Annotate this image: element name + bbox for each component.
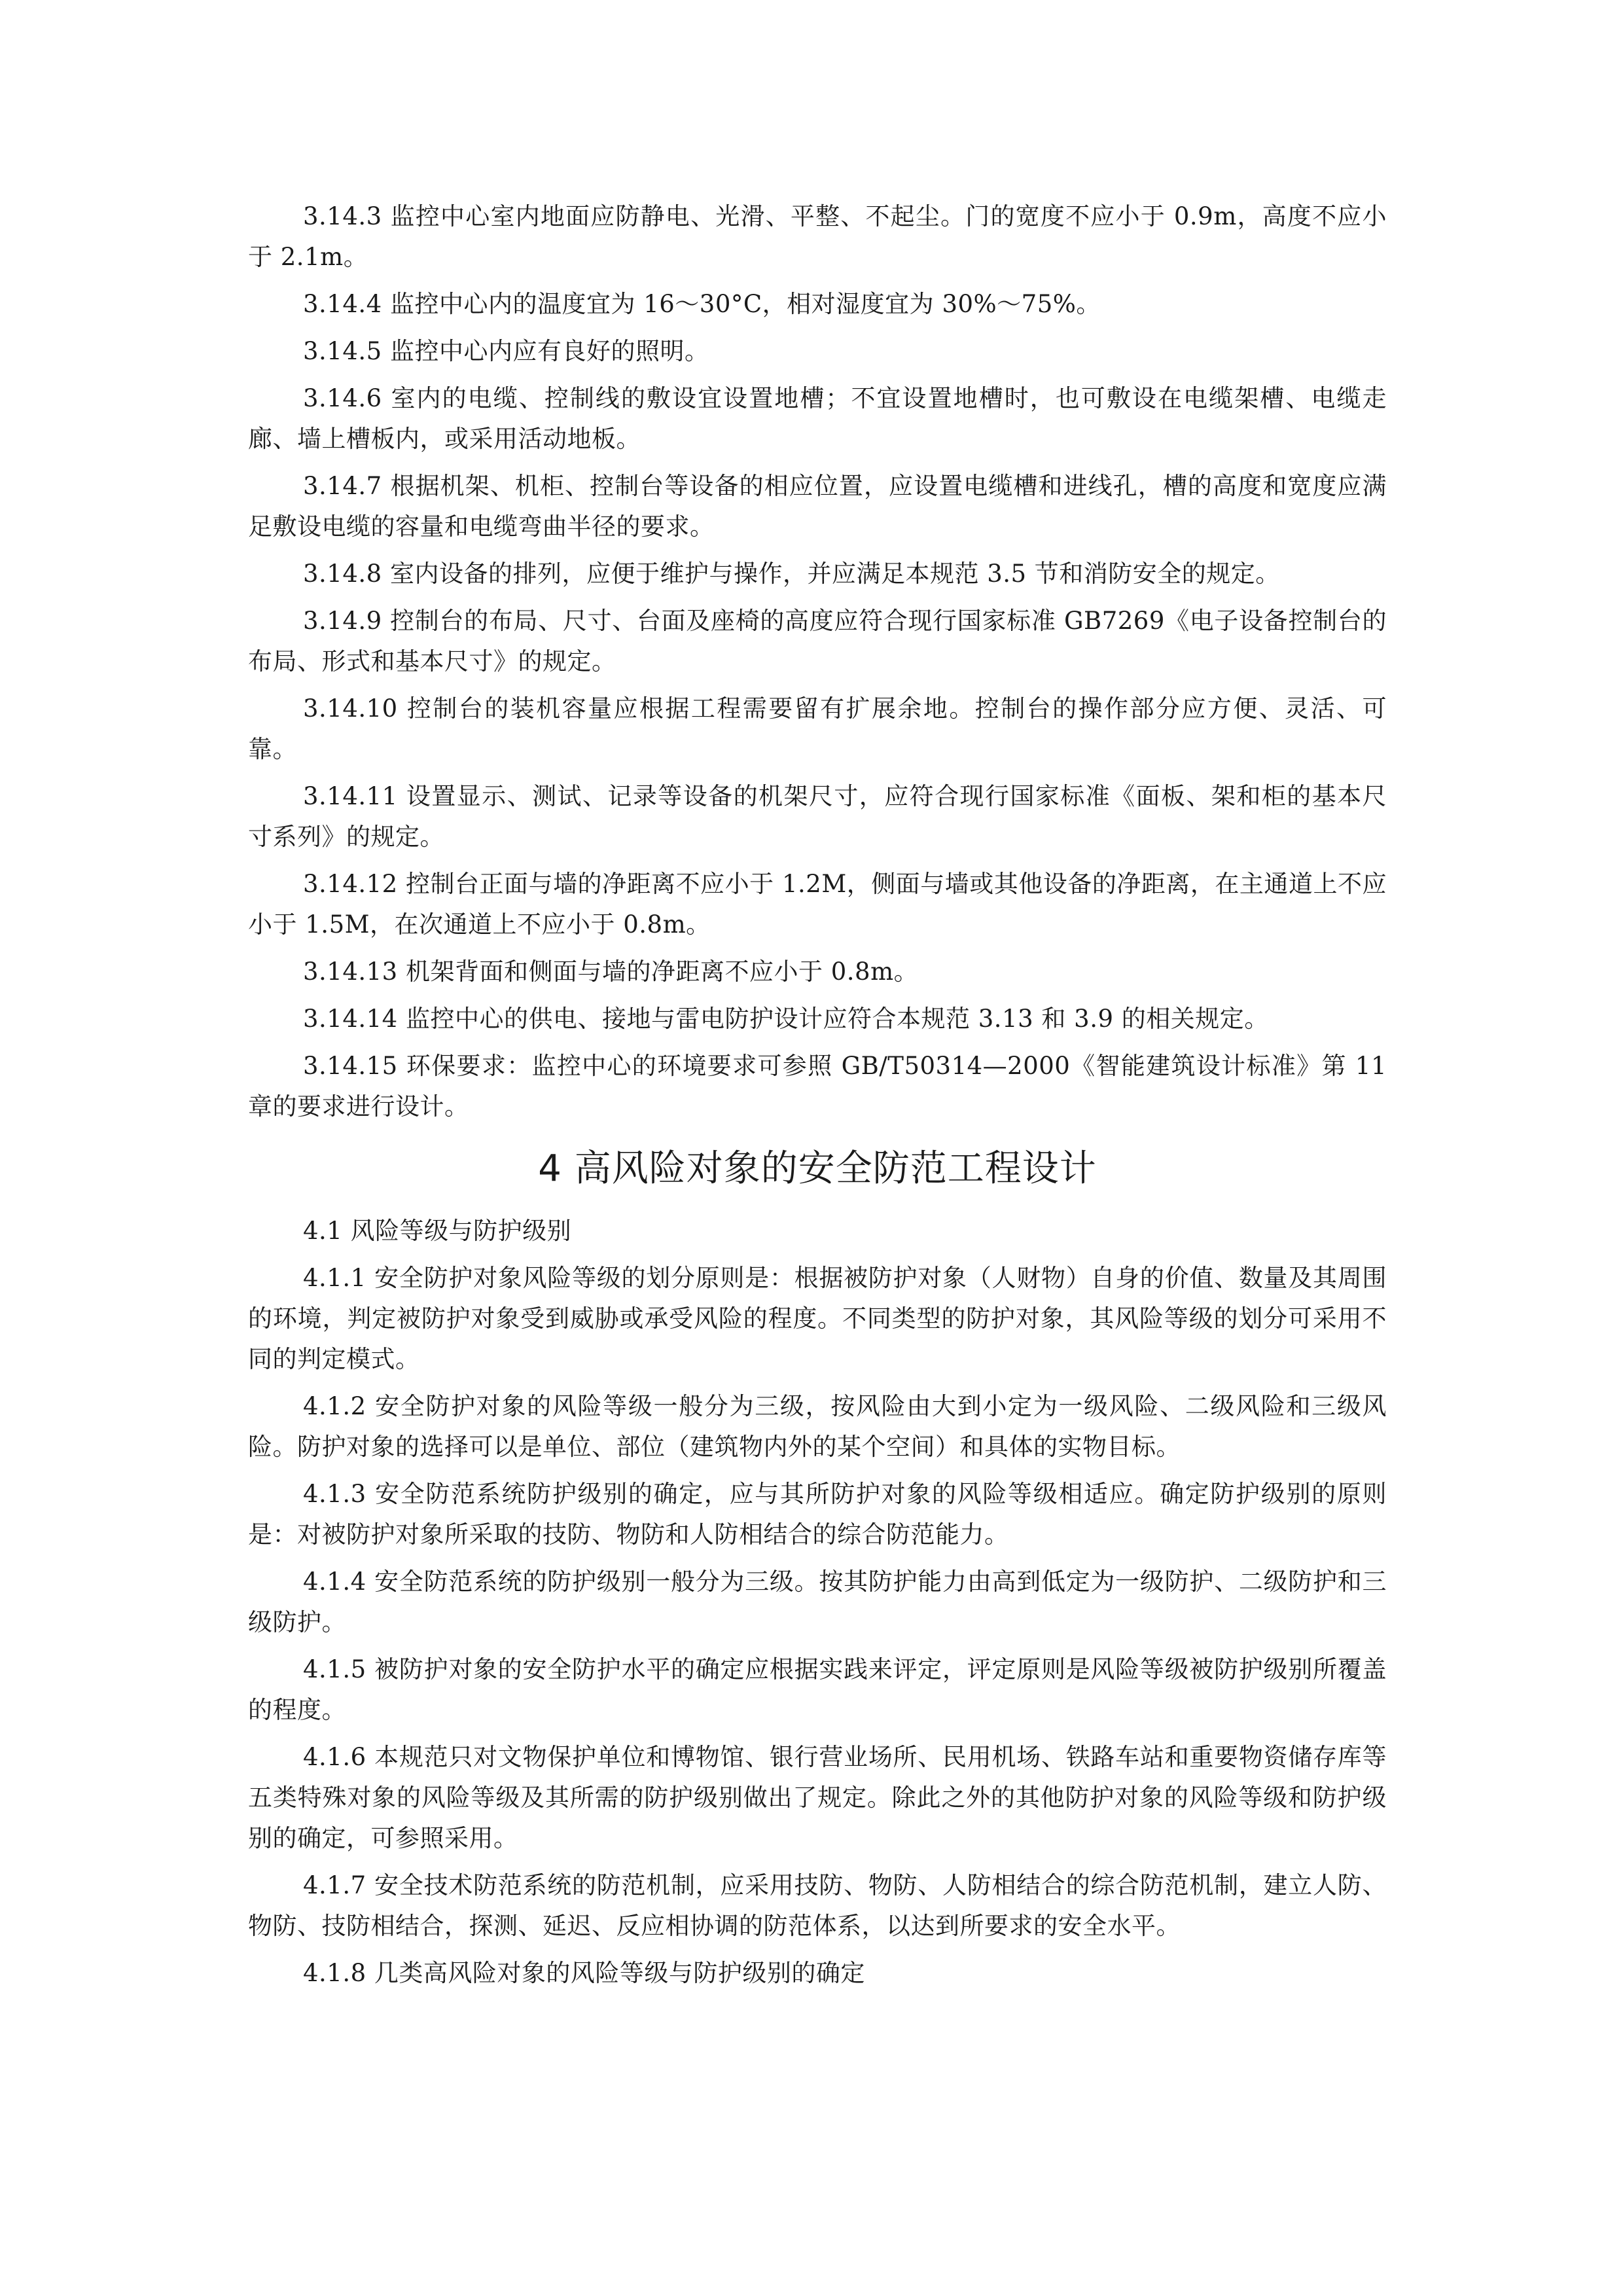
clause-3-14-11: 3.14.11 设置显示、测试、记录等设备的机架尺寸，应符合现行国家标准《面板、架和柜的基本尺寸系列》的规定。 xyxy=(248,782,1387,851)
clause-4-1-7: 4.1.7 安全技术防范系统的防范机制，应采用技防、物防、人防相结合的综合防范机制，建立人防、物防、技防相结合，探测、延迟、反应相协调的防范体系，以达到所要求的安全水平。 xyxy=(248,1871,1387,1940)
clause-3-14-12: 3.14.12 控制台正面与墙的净距离不应小于 1.2M，侧面与墙或其他设备的净距离，在主通道上不应小于 1.5M，在次通道上不应小于 0.8m。 xyxy=(248,870,1387,939)
clause-4-1-1: 4.1.1 安全防护对象风险等级的划分原则是：根据被防护对象（人财物）自身的价值、数量及其周围的环境，判定被防护对象受到威胁或承受风险的程度。不同类型的防护对象，其风险等级的划分可采用不同的判定模式。 xyxy=(248,1264,1387,1373)
clause-3-14-13: 3.14.13 机架背面和侧面与墙的净距离不应小于 0.8m。 xyxy=(303,958,919,986)
section-4-1-heading: 4.1 风险等级与防护级别 xyxy=(303,1217,572,1245)
clause-3-14-15: 3.14.15 环保要求：监控中心的环境要求可参照 GB/T50314—2000《智能建筑设计标准》第 11 章的要求进行设计。 xyxy=(248,1052,1387,1121)
clause-3-14-9: 3.14.9 控制台的布局、尺寸、台面及座椅的高度应符合现行国家标准 GB7269《电子设备控制台的布局、形式和基本尺寸》的规定。 xyxy=(248,607,1387,675)
clause-4-1-8: 4.1.8 几类高风险对象的风险等级与防护级别的确定 xyxy=(303,1959,865,1987)
clause-3-14-10: 3.14.10 控制台的装机容量应根据工程需要留有扩展余地。控制台的操作部分应方便、灵活、可靠。 xyxy=(248,694,1387,763)
clause-4-1-6: 4.1.6 本规范只对文物保护单位和博物馆、银行营业场所、民用机场、铁路车站和重要物资储存库等五类特殊对象的风险等级及其所需的防护级别做出了规定。除此之外的其他防护对象的风险等级和防护级别的确定，可参照采用。 xyxy=(248,1743,1387,1852)
clause-3-14-8: 3.14.8 室内设备的排列，应便于维护与操作，并应满足本规范 3.5 节和消防安全的规定。 xyxy=(303,560,1280,588)
clause-4-1-4: 4.1.4 安全防范系统的防护级别一般分为三级。按其防护能力由高到低定为一级防护、二级防护和三级防护。 xyxy=(248,1568,1387,1636)
document-page xyxy=(248,196,1387,2000)
clause-4-1-3: 4.1.3 安全防范系统防护级别的确定，应与其所防护对象的风险等级相适应。确定防护级别的原则是：对被防护对象所采取的技防、物防和人防相结合的综合防范能力。 xyxy=(248,1480,1387,1549)
clause-3-14-4: 3.14.4 监控中心内的温度宜为 16～30°C，相对湿度宜为 30%～75%。 xyxy=(303,290,1101,318)
clause-4-1-2: 4.1.2 安全防护对象的风险等级一般分为三级，按风险由大到小定为一级风险、二级风险和三级风险。防护对象的选择可以是单位、部位（建筑物内外的某个空间）和具体的实物目标。 xyxy=(248,1392,1387,1461)
clause-3-14-14: 3.14.14 监控中心的供电、接地与雷电防护设计应符合本规范 3.13 和 3.9 的相关规定。 xyxy=(303,1005,1269,1033)
clause-3-14-6: 3.14.6 室内的电缆、控制线的敷设宜设置地槽；不宜设置地槽时，也可敷设在电缆架槽、电缆走廊、墙上槽板内，或采用活动地板。 xyxy=(248,384,1387,453)
clause-4-1-5: 4.1.5 被防护对象的安全防护水平的确定应根据实践来评定，评定原则是风险等级被防护级别所覆盖的程度。 xyxy=(248,1655,1387,1724)
clause-3-14-5: 3.14.5 监控中心内应有良好的照明。 xyxy=(303,337,709,365)
clause-3-14-3: 3.14.3 监控中心室内地面应防静电、光滑、平整、不起尘。门的宽度不应小于 0.9m，高度不应小于 2.1m。 xyxy=(248,202,1387,271)
chapter-4-title: 4 高风险对象的安全防范工程设计 xyxy=(538,1147,1097,1190)
clause-3-14-7: 3.14.7 根据机架、机柜、控制台等设备的相应位置，应设置电缆槽和进线孔，槽的高度和宽度应满足敷设电缆的容量和电缆弯曲半径的要求。 xyxy=(248,472,1387,541)
